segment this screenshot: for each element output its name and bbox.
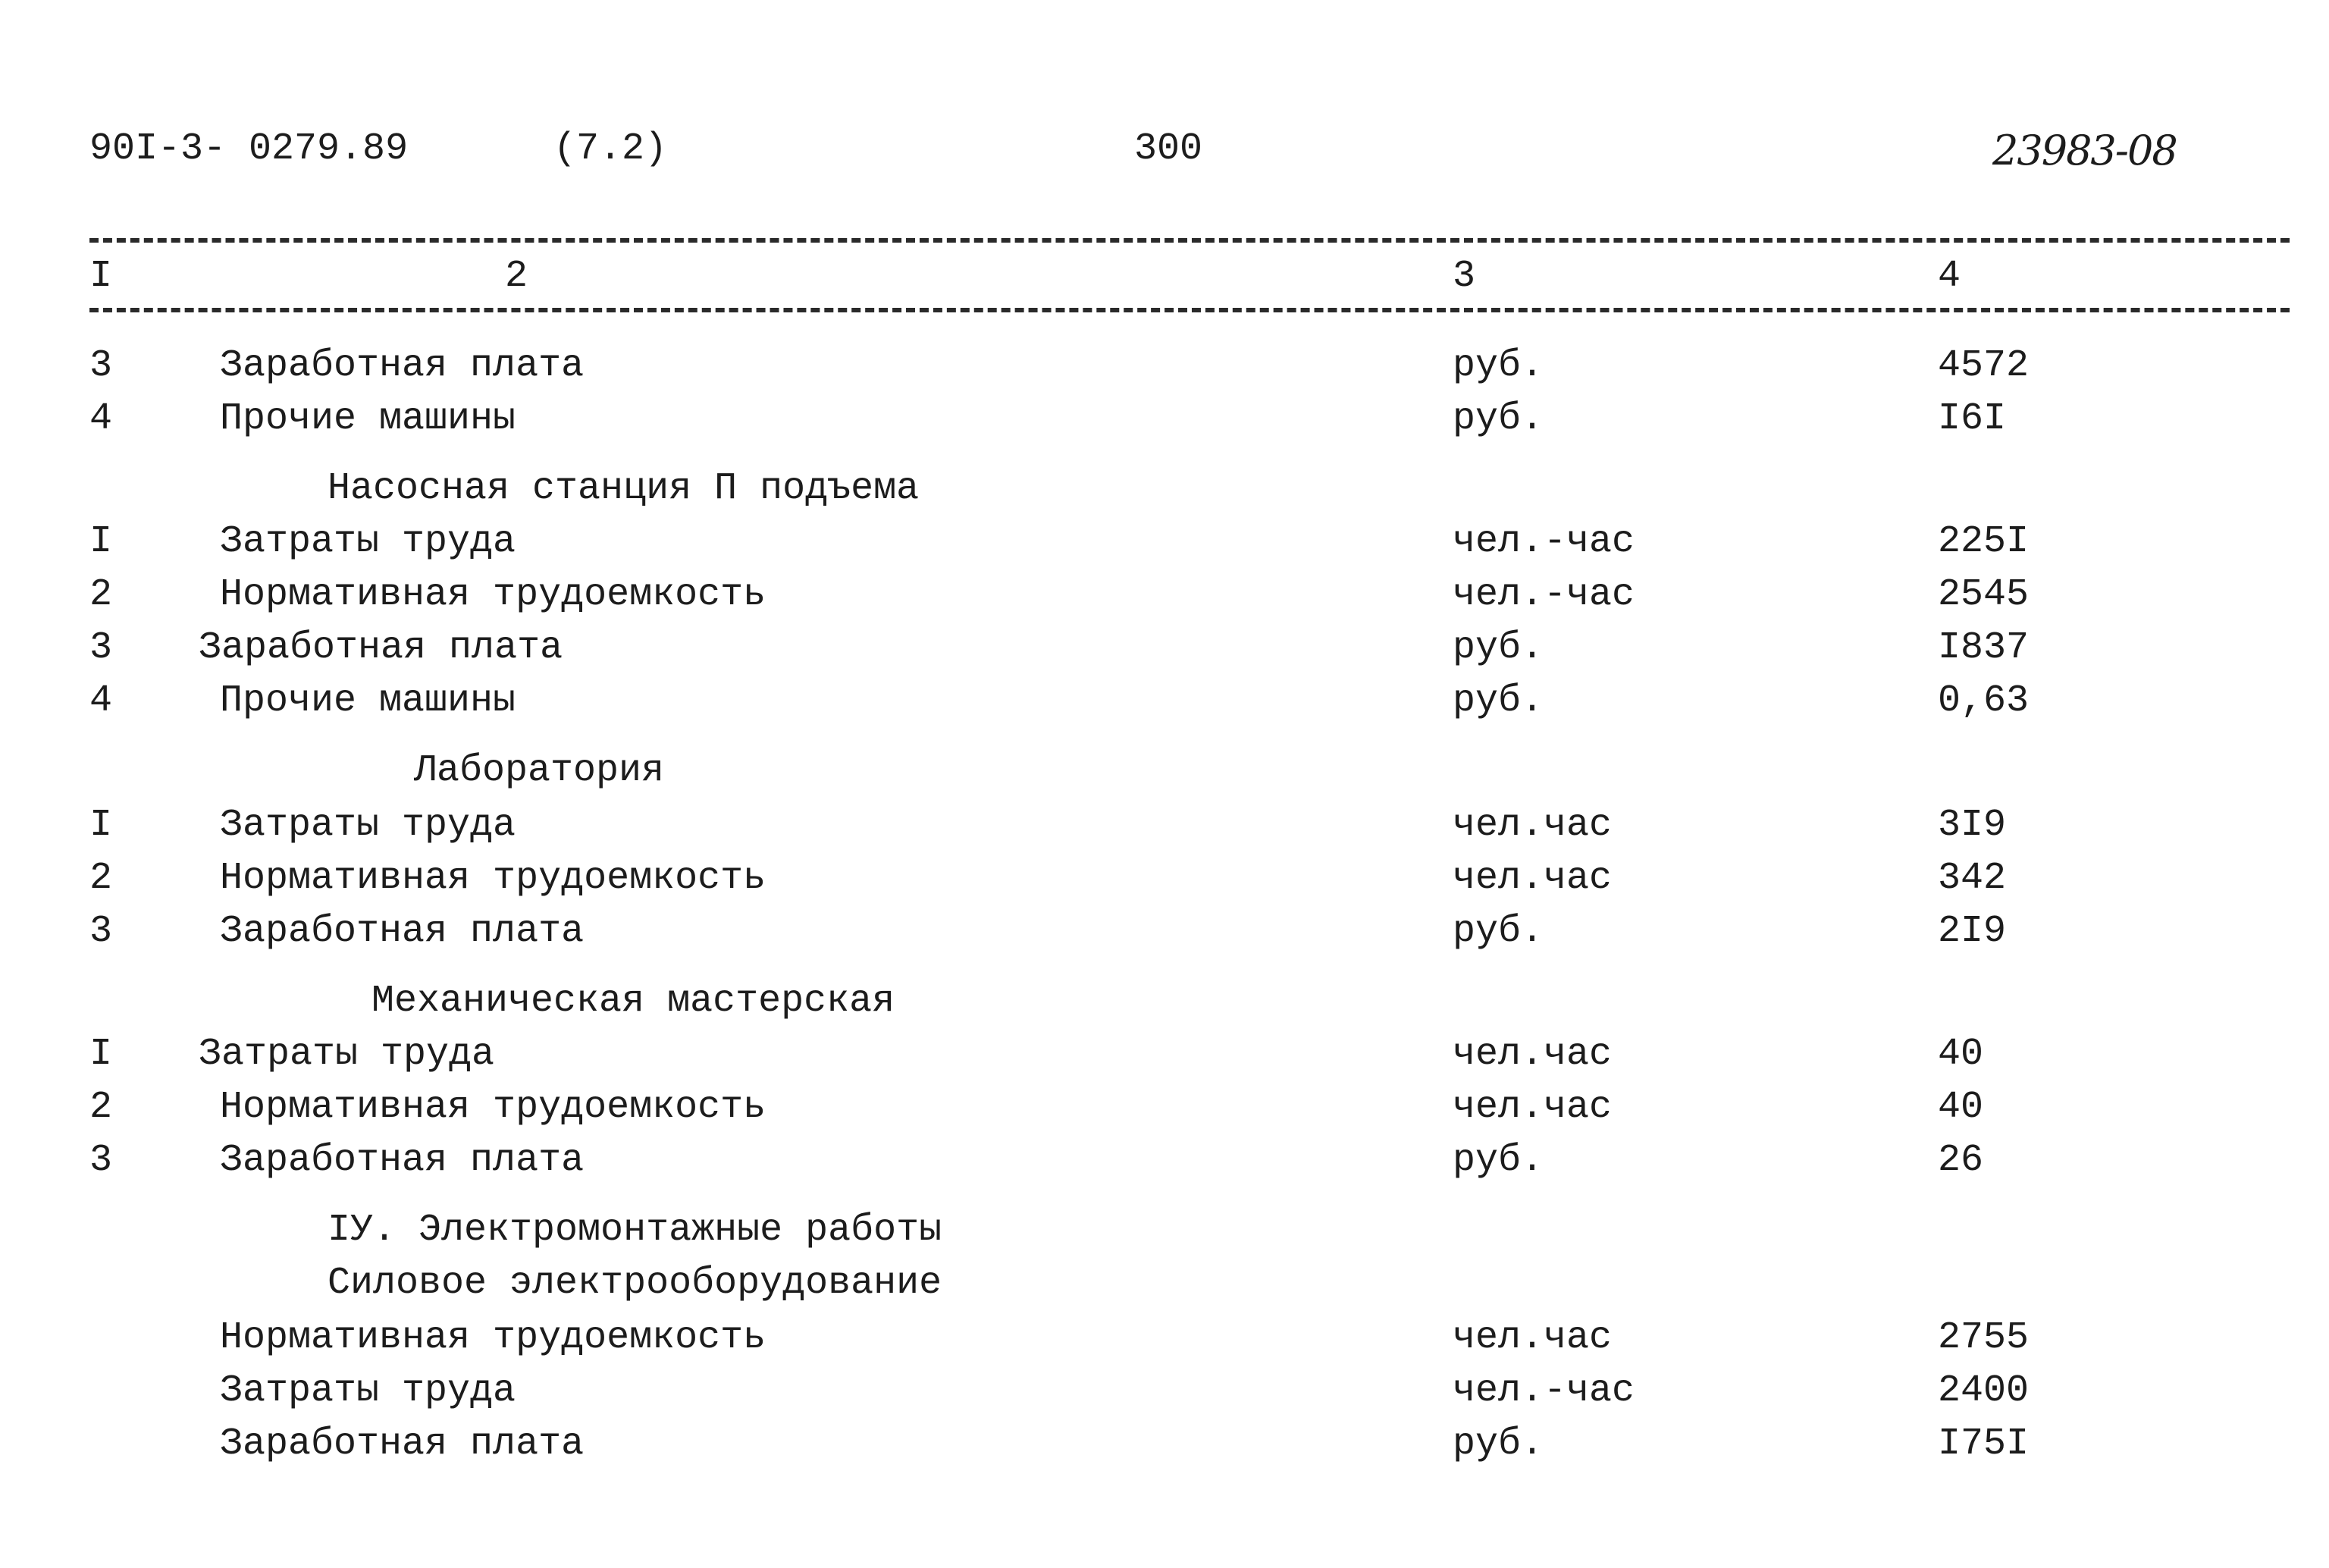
row-unit: чел.-час xyxy=(1453,520,1635,563)
row-name: Прочие машины xyxy=(220,679,516,723)
row-name: Заработная плата xyxy=(220,1422,585,1466)
row-number: I xyxy=(89,804,113,847)
row-value: I75I xyxy=(1938,1422,2030,1466)
row-value: 2545 xyxy=(1938,573,2030,616)
inventory-number: 23983-08 xyxy=(1992,127,2177,174)
column-header-4: 4 xyxy=(1938,255,1961,298)
row-unit: чел.-час xyxy=(1453,1369,1635,1413)
row-unit: чел.час xyxy=(1453,1033,1613,1076)
row-name: Нормативная трудоемкость xyxy=(220,1316,766,1359)
section-subheading: Силовое электрооборудование xyxy=(328,1262,942,1305)
row-value: I837 xyxy=(1938,626,2030,670)
row-number: 3 xyxy=(89,910,113,953)
row-name: Затраты труда xyxy=(220,520,516,563)
row-name: Затраты труда xyxy=(199,1033,495,1076)
row-number: I xyxy=(89,520,113,563)
row-unit: руб. xyxy=(1453,1422,1544,1466)
row-unit: чел.час xyxy=(1453,1086,1613,1129)
row-name: Нормативная трудоемкость xyxy=(220,1086,766,1129)
row-value: 225I xyxy=(1938,520,2030,563)
column-header-1: I xyxy=(89,255,113,298)
row-name: Заработная плата xyxy=(220,1139,585,1182)
row-unit: руб. xyxy=(1453,1139,1544,1182)
row-unit: руб. xyxy=(1453,397,1544,441)
row-name: Затраты труда xyxy=(220,1369,516,1413)
row-unit: чел.час xyxy=(1453,857,1613,900)
column-header-2: 2 xyxy=(505,255,528,298)
row-name: Нормативная трудоемкость xyxy=(220,573,766,616)
row-value: 342 xyxy=(1938,857,2007,900)
page-number: 300 xyxy=(1134,127,1203,171)
row-value: 2I9 xyxy=(1938,910,2007,953)
row-number: 2 xyxy=(89,1086,113,1129)
row-name: Заработная плата xyxy=(220,344,585,387)
row-unit: руб. xyxy=(1453,344,1544,387)
section-heading: IУ. Электромонтажные работы xyxy=(328,1209,942,1252)
section-heading: Лаборатория xyxy=(414,749,665,792)
row-name: Нормативная трудоемкость xyxy=(220,857,766,900)
row-unit: руб. xyxy=(1453,910,1544,953)
row-name: Прочие машины xyxy=(220,397,516,441)
row-value: 2755 xyxy=(1938,1316,2030,1359)
table-header-rule xyxy=(89,308,2290,312)
row-number: I xyxy=(89,1033,113,1076)
row-number: 3 xyxy=(89,1139,113,1182)
row-value: 2400 xyxy=(1938,1369,2030,1413)
row-unit: чел.час xyxy=(1453,1316,1613,1359)
row-unit: чел.-час xyxy=(1453,573,1635,616)
row-value: 4572 xyxy=(1938,344,2030,387)
table-top-rule xyxy=(89,238,2290,243)
row-value: I6I xyxy=(1938,397,2007,441)
column-header-3: 3 xyxy=(1453,255,1476,298)
row-unit: руб. xyxy=(1453,679,1544,723)
row-name: Заработная плата xyxy=(220,910,585,953)
row-value: 40 xyxy=(1938,1086,1984,1129)
row-number: 4 xyxy=(89,397,113,441)
row-unit: руб. xyxy=(1453,626,1544,670)
row-number: 3 xyxy=(89,344,113,387)
row-value: 3I9 xyxy=(1938,804,2007,847)
section-heading: Насосная станция П подъема xyxy=(328,467,920,510)
row-number: 4 xyxy=(89,679,113,723)
section-heading: Механическая мастерская xyxy=(371,980,895,1023)
row-name: Заработная плата xyxy=(199,626,563,670)
row-value: 40 xyxy=(1938,1033,1984,1076)
section-number: (7.2) xyxy=(553,127,668,171)
document-code: 90I-3- 0279.89 xyxy=(89,127,409,171)
row-name: Затраты труда xyxy=(220,804,516,847)
row-number: 2 xyxy=(89,857,113,900)
row-number: 2 xyxy=(89,573,113,616)
row-number: 3 xyxy=(89,626,113,670)
row-unit: чел.час xyxy=(1453,804,1613,847)
row-value: 0,63 xyxy=(1938,679,2030,723)
row-value: 26 xyxy=(1938,1139,1984,1182)
